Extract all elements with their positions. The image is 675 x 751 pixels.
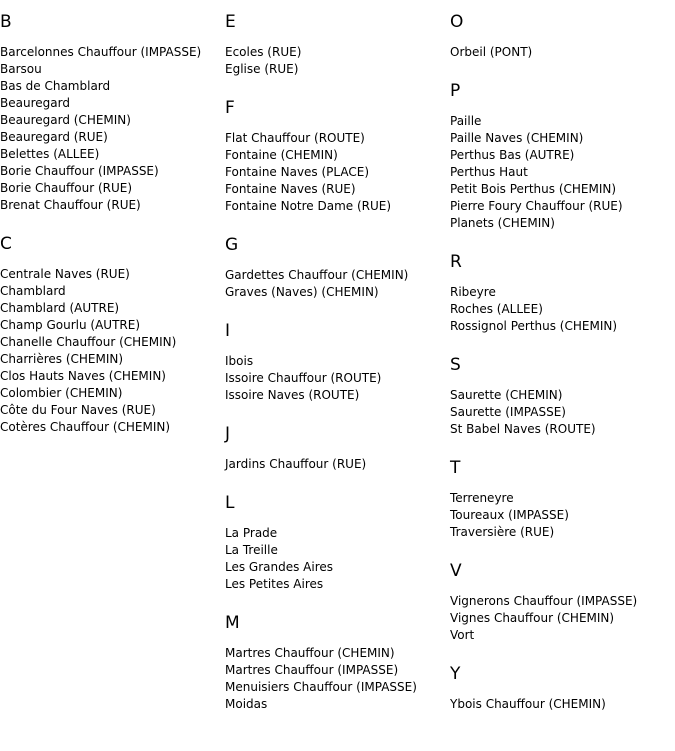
street-item: Chamblard [0, 284, 66, 298]
street-item: Ecoles (RUE) [225, 45, 302, 59]
letter-group [450, 355, 675, 438]
letter-heading: I [225, 321, 231, 341]
street-list [0, 266, 225, 436]
street-list [450, 490, 675, 541]
street-item: Orbeil (PONT) [450, 45, 533, 59]
street-item: Jardins Chauffour (RUE) [225, 457, 367, 471]
letter-group [225, 235, 450, 301]
street-item: Traversière (RUE) [450, 525, 555, 539]
street-item: Paille Naves (CHEMIN) [450, 131, 584, 145]
street-item: Fontaine Naves (PLACE) [225, 165, 370, 179]
street-item: La Prade [225, 526, 278, 540]
street-item: Brenat Chauffour (RUE) [0, 198, 141, 212]
street-item: Clos Hauts Naves (CHEMIN) [0, 369, 166, 383]
street-item: Terreneyre [450, 491, 514, 505]
street-item: Ribeyre [450, 285, 496, 299]
letter-group [225, 98, 450, 215]
letter-heading: P [450, 81, 461, 101]
street-item: Perthus Bas (AUTRE) [450, 148, 575, 162]
street-item: Vignerons Chauffour (IMPASSE) [450, 594, 638, 608]
street-item: Colombier (CHEMIN) [0, 386, 123, 400]
letter-heading: T [450, 458, 461, 478]
street-list [225, 645, 450, 713]
street-item: Fontaine Notre Dame (RUE) [225, 199, 392, 213]
street-item: Paille [450, 114, 482, 128]
letter-heading: G [225, 235, 239, 255]
street-item: Planets (CHEMIN) [450, 216, 555, 230]
street-item: Centrale Naves (RUE) [0, 267, 130, 281]
street-list [450, 387, 675, 438]
street-list [225, 130, 450, 215]
street-list [450, 284, 675, 335]
letter-heading: F [225, 98, 235, 118]
street-list [450, 113, 675, 232]
street-item: Pierre Foury Chauffour (RUE) [450, 199, 623, 213]
street-list [225, 456, 450, 473]
street-item: Côte du Four Naves (RUE) [0, 403, 156, 417]
street-list [450, 44, 675, 61]
letter-heading: E [225, 12, 236, 32]
letter-group [450, 664, 675, 713]
street-item: Borie Chauffour (RUE) [0, 181, 133, 195]
street-item: Toureaux (IMPASSE) [450, 508, 569, 522]
street-list [450, 593, 675, 644]
letter-heading: M [225, 613, 240, 633]
letter-heading: J [225, 424, 231, 444]
letter-heading: V [450, 561, 462, 581]
street-item: Barsou [0, 62, 42, 76]
letter-group [0, 234, 225, 436]
street-item: Ybois Chauffour (CHEMIN) [450, 697, 606, 711]
letter-group [450, 561, 675, 644]
street-item: Bas de Chamblard [0, 79, 111, 93]
street-item: Rossignol Perthus (CHEMIN) [450, 319, 618, 333]
street-item: Fontaine (CHEMIN) [225, 148, 338, 162]
letter-group [225, 321, 450, 404]
street-item: Cotères Chauffour (CHEMIN) [0, 420, 171, 434]
letter-heading: L [225, 493, 235, 513]
street-item: Eglise (RUE) [225, 62, 299, 76]
street-item: Barcelonnes Chauffour (IMPASSE) [0, 45, 202, 59]
letter-heading: S [450, 355, 461, 375]
letter-heading: B [0, 12, 12, 32]
index-column [450, 0, 675, 713]
letter-group [225, 12, 450, 78]
index-column [225, 0, 450, 713]
street-item: Beauregard (CHEMIN) [0, 113, 131, 127]
street-item: Saurette (IMPASSE) [450, 405, 566, 419]
street-list [0, 44, 225, 214]
street-item: Roches (ALLEE) [450, 302, 543, 316]
street-item: Ibois [225, 354, 254, 368]
street-item: Borie Chauffour (IMPASSE) [0, 164, 159, 178]
letter-heading: Y [450, 664, 461, 684]
letter-group [0, 12, 225, 214]
letter-group [450, 12, 675, 61]
street-item: Vignes Chauffour (CHEMIN) [450, 611, 615, 625]
street-item: Beauregard [0, 96, 70, 110]
street-list [225, 267, 450, 301]
street-item: Chamblard (AUTRE) [0, 301, 120, 315]
street-item: Martres Chauffour (IMPASSE) [225, 663, 399, 677]
index-column [0, 0, 225, 436]
street-list [225, 44, 450, 78]
street-item: Les Petites Aires [225, 577, 324, 591]
street-item: Perthus Haut [450, 165, 528, 179]
street-item: Saurette (CHEMIN) [450, 388, 563, 402]
street-item: St Babel Naves (ROUTE) [450, 422, 596, 436]
street-item: Belettes (ALLEE) [0, 147, 100, 161]
street-item: Charrières (CHEMIN) [0, 352, 124, 366]
street-item: Vort [450, 628, 475, 642]
letter-heading: O [450, 12, 464, 32]
letter-group [450, 252, 675, 335]
street-item: Flat Chauffour (ROUTE) [225, 131, 365, 145]
street-item: Gardettes Chauffour (CHEMIN) [225, 268, 409, 282]
street-item: Fontaine Naves (RUE) [225, 182, 356, 196]
street-item: Martres Chauffour (CHEMIN) [225, 646, 395, 660]
street-item: Menuisiers Chauffour (IMPASSE) [225, 680, 417, 694]
letter-heading: C [0, 234, 12, 254]
street-item: Issoire Chauffour (ROUTE) [225, 371, 382, 385]
street-item: Chanelle Chauffour (CHEMIN) [0, 335, 177, 349]
letter-heading: R [450, 252, 462, 272]
letter-group [225, 424, 450, 473]
street-item: Champ Gourlu (AUTRE) [0, 318, 140, 332]
street-item: Moidas [225, 697, 268, 711]
street-item: Petit Bois Perthus (CHEMIN) [450, 182, 617, 196]
street-item: La Treille [225, 543, 278, 557]
street-item: Issoire Naves (ROUTE) [225, 388, 360, 402]
street-item: Les Grandes Aires [225, 560, 334, 574]
letter-group [450, 458, 675, 541]
letter-group [225, 613, 450, 713]
letter-group [225, 493, 450, 593]
street-list [450, 696, 675, 713]
street-item: Graves (Naves) (CHEMIN) [225, 285, 379, 299]
street-list [225, 353, 450, 404]
street-item: Beauregard (RUE) [0, 130, 108, 144]
letter-group [450, 81, 675, 232]
street-list [225, 525, 450, 593]
